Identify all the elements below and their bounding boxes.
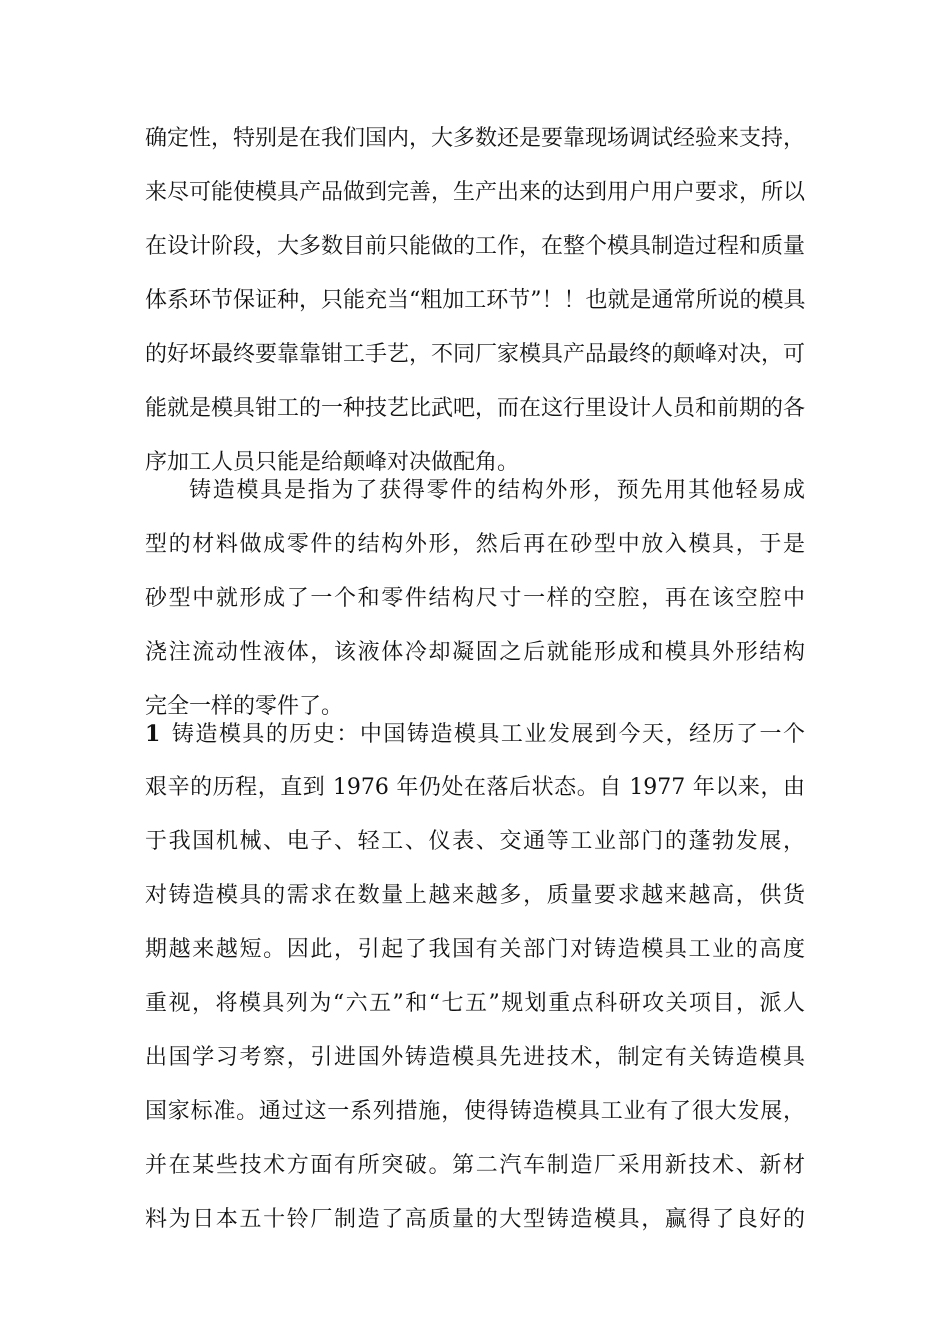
text-line: 能就是模具钳工的一种技艺比武吧，而在这行里设计人员和前期的各 (145, 396, 805, 421)
text-line: 铸造模具是指为了获得零件的结构外形，预先用其他轻易成 (189, 478, 805, 503)
text-line: 的好坏最终要靠靠钳工手艺，不同厂家模具产品最终的颠峰对决，可 (145, 342, 805, 367)
text-line (145, 707, 805, 761)
text-line: 对铸造模具的需求在数量上越来越多，质量要求越来越高，供货 (145, 883, 805, 908)
paragraph-continuation (145, 112, 805, 490)
text-line: 于我国机械、电子、轻工、仪表、交通等工业部门的蓬勃发展， (145, 829, 805, 854)
text-line: 在设计阶段，大多数目前只能做的工作，在整个模具制造过程和质量 (145, 234, 805, 259)
text-line: 艰辛的历程，直到 1976 年仍处在落后状态。自 1977 年以来，由 (145, 775, 805, 800)
paragraph-casting-mold-definition (145, 464, 805, 734)
text-line: 来尽可能使模具产品做到完善，生产出来的达到用户用户要求，所以 (145, 180, 805, 205)
text-line: 国家标准。通过这一系列措施，使得铸造模具工业有了很大发展， (145, 1099, 805, 1124)
text-line-content: 铸造模具的历史：中国铸造模具工业发展到今天，经历了一个 (170, 722, 805, 747)
text-line: 完全一样的零件了。 (145, 694, 344, 719)
text-line: 体系环节保证种，只能充当“粗加工环节”！！也就是通常所说的模具 (145, 288, 805, 313)
section-number: 1 (145, 721, 161, 747)
text-line: 期越来越短。因此，引起了我国有关部门对铸造模具工业的高度 (145, 937, 805, 962)
paragraph-casting-mold-history (145, 707, 805, 1247)
text-line: 重视，将模具列为“六五”和“七五”规划重点科研攻关项目，派人 (145, 991, 805, 1016)
text-line: 砂型中就形成了一个和零件结构尺寸一样的空腔，再在该空腔中 (145, 586, 805, 611)
text-line: 浇注流动性液体，该液体冷却凝固之后就能形成和模具外形结构 (145, 640, 805, 665)
text-line: 料为日本五十铃厂制造了高质量的大型铸造模具，赢得了良好的 (145, 1207, 805, 1232)
text-line: 序加工人员只能是给颠峰对决做配角。 (145, 450, 520, 475)
text-line: 确定性，特别是在我们国内，大多数还是要靠现场调试经验来支持， (145, 126, 805, 151)
text-line: 并在某些技术方面有所突破。第二汽车制造厂采用新技术、新材 (145, 1153, 805, 1178)
text-line: 出国学习考察，引进国外铸造模具先进技术，制定有关铸造模具 (145, 1045, 805, 1070)
text-line: 型的材料做成零件的结构外形，然后再在砂型中放入模具，于是 (145, 532, 805, 557)
